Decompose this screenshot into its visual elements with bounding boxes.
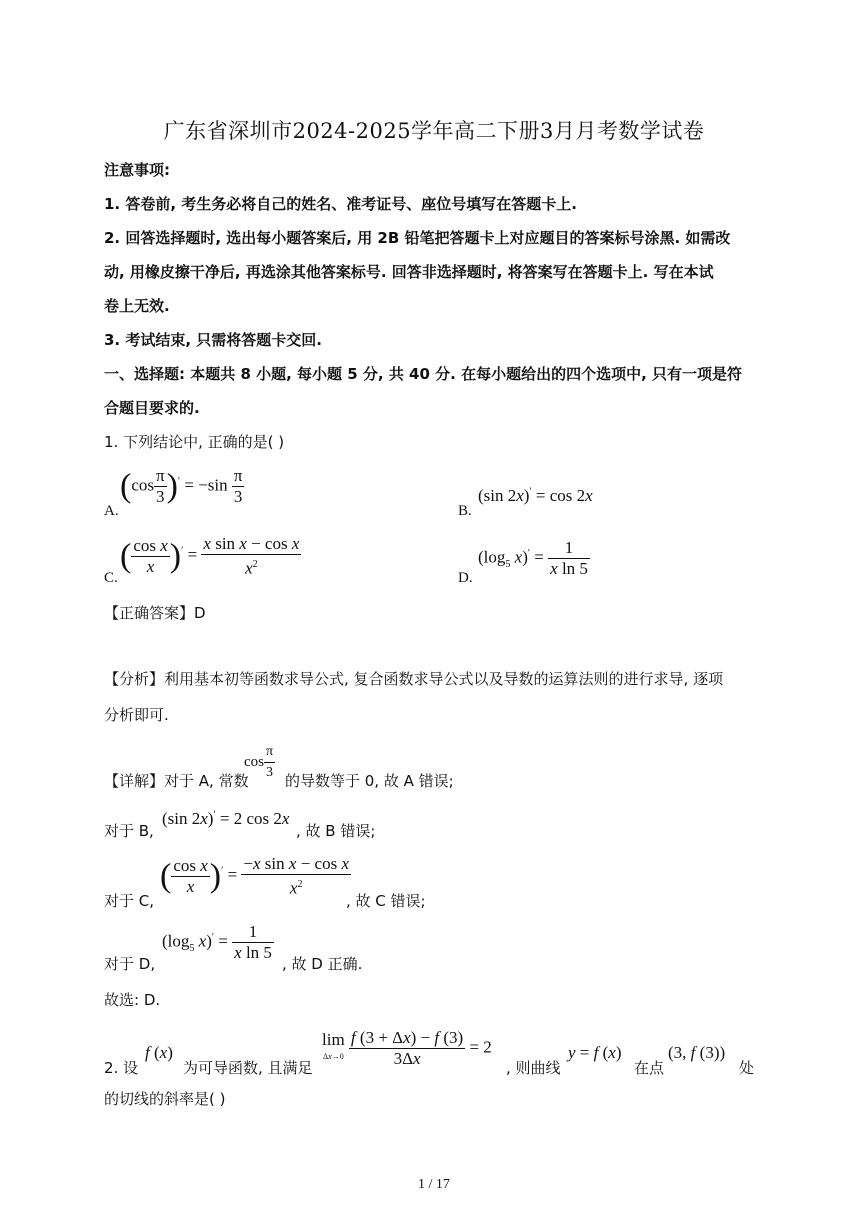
notice-item-3: 3. 考试结束, 只需将答题卡交回.	[104, 331, 322, 349]
question-2-curve-formula: y = f (x)	[568, 1043, 622, 1062]
detail-c-suffix: , 故 C 错误;	[346, 892, 426, 910]
section-heading-line-1: 一、选择题: 本题共 8 小题, 每小题 5 分, 共 40 分. 在每小题给出的四个选项中, 只有一项是符	[104, 365, 742, 383]
question-2-stem-line-2: 的切线的斜率是( )	[104, 1090, 226, 1108]
detail-a-formula: cos $\frac{\pi}{3}$	[244, 744, 274, 780]
option-a-label: A.	[104, 503, 119, 519]
question-2-stem-mid-3: 在点	[634, 1059, 665, 1077]
question-2-point-formula: (3, f (3))	[668, 1043, 726, 1062]
question-2-stem-mid-1: 为可导函数, 且满足	[183, 1059, 313, 1077]
question-2-limit-formula: lim Δx→0 $\frac{f (3 + \Delta x) - f (3)}{3\Delta x}$ = 2	[322, 1028, 492, 1068]
page-number: 1 / 17	[418, 1177, 450, 1192]
question-1-stem: 1. 下列结论中, 正确的是( )	[104, 433, 285, 451]
question-1-conclusion: 故选: D.	[104, 991, 161, 1009]
notice-item-2-line-2: 动, 用橡皮擦干净后, 再选涂其他答案标号. 回答非选择题时, 将答案写在答题卡上. 写在本试	[104, 263, 714, 281]
detail-d-suffix: , 故 D 正确.	[282, 955, 363, 973]
detail-c-formula: ( $\frac{\text{cos x}}{x}$ )′ = $\frac{\text{−x sin x − cos x}}{x^2}$	[160, 854, 349, 898]
notice-item-2-line-3: 卷上无效.	[104, 297, 170, 315]
option-c-formula: ( $\frac{\text{cos x}}{x}$ )′ = $\frac{\text{x sin x − cos x}}{x^2}$	[120, 534, 300, 578]
question-1-answer: 【正确答案】D	[104, 604, 206, 622]
page-title: 广东省深圳市2024-2025学年高二下册3月月考数学试卷	[163, 119, 705, 143]
option-b-formula: (sin 2x)′ = cos 2x	[478, 486, 593, 505]
question-2-stem-end: 处	[739, 1059, 755, 1077]
option-b-label: B.	[458, 503, 472, 519]
detail-b-formula: (sin 2x)′ = 2 cos 2x	[162, 809, 290, 828]
detail-a-suffix: 的导数等于 0, 故 A 错误;	[285, 772, 454, 790]
detail-d-prefix: 对于 D,	[104, 955, 156, 973]
question-2-f-of-x: f (x)	[145, 1043, 173, 1062]
notice-item-2-line-1: 2. 回答选择题时, 选出每小题答案后, 用 2B 铅笔把答题卡上对应题目的答案标号涂黑. 如需改	[104, 229, 731, 247]
detail-a-prefix: 【详解】对于 A, 常数	[104, 772, 249, 790]
detail-d-formula: ($\log_5$ x)′ = $\frac{1}{\text{x ln 5}}$	[162, 922, 272, 962]
detail-b-suffix: , 故 B 错误;	[296, 822, 376, 840]
question-1-analysis-line-2: 分析即可.	[104, 706, 169, 724]
option-d-label: D.	[458, 570, 473, 586]
option-a-formula: (cos $\frac{\pi}{3}$ )′ = −sin $\frac{\pi}{3}$	[120, 466, 243, 506]
notice-item-1: 1. 答卷前, 考生务必将自己的姓名、准考证号、座位号填写在答题卡上.	[104, 195, 577, 213]
notice-heading: 注意事项:	[104, 161, 170, 179]
detail-c-prefix: 对于 C,	[104, 892, 155, 910]
question-1-analysis-line-1: 【分析】利用基本初等函数求导公式, 复合函数求导公式以及导数的运算法则的进行求导, 逐项	[104, 670, 724, 688]
option-d-formula: ($\log_5$ x)′ = $\frac{1}{\text{x ln 5}}$	[478, 538, 588, 578]
section-heading-line-2: 合题目要求的.	[104, 399, 200, 417]
detail-b-prefix: 对于 B,	[104, 822, 154, 840]
option-c-label: C.	[104, 570, 118, 586]
question-2-stem-mid-2: , 则曲线	[506, 1059, 561, 1077]
question-2-stem-prefix: 2. 设	[104, 1059, 139, 1077]
